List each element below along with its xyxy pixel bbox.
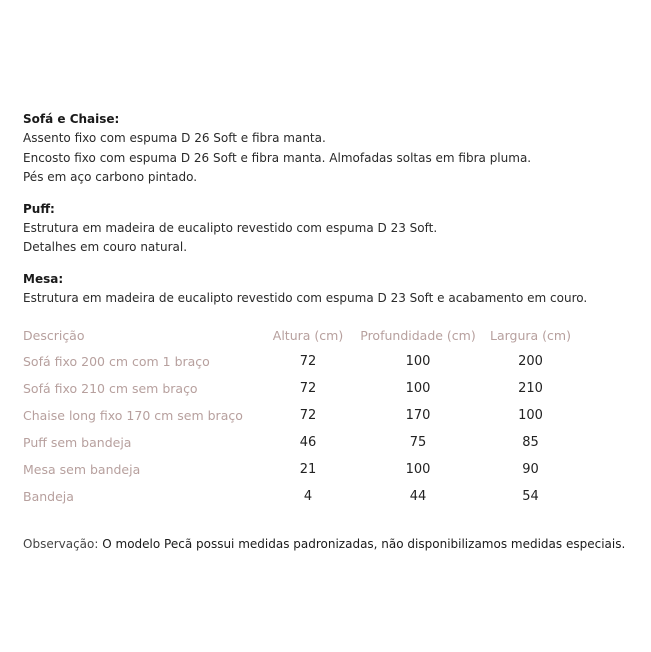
row-height: 72 xyxy=(299,354,317,369)
section-sofa-chaise xyxy=(23,110,633,188)
row-description: Bandeja xyxy=(23,489,74,504)
section-line: Pés em aço carbono pintado. xyxy=(23,170,198,184)
row-width: 85 xyxy=(522,435,539,450)
row-height: 72 xyxy=(299,381,317,396)
observation-label: Observação: xyxy=(23,537,99,551)
row-depth: 75 xyxy=(409,435,427,450)
column-header-description: Descrição xyxy=(23,327,85,343)
column-header-width: Largura (cm) xyxy=(490,327,571,343)
row-width: 200 xyxy=(518,354,543,369)
row-depth: 100 xyxy=(405,381,431,396)
row-width: 54 xyxy=(522,489,539,504)
row-depth: 44 xyxy=(409,489,427,504)
section-title: Puff: xyxy=(23,201,55,216)
observation-text: O modelo Pecã possui medidas padronizadas, não disponibilizamos medidas especiais. xyxy=(102,537,626,551)
section-line: Encosto fixo com espuma D 26 Soft e fibra manta. Almofadas soltas em fibra pluma. xyxy=(23,150,532,165)
table-row xyxy=(23,483,578,510)
table-row xyxy=(23,348,578,375)
row-height: 46 xyxy=(299,435,317,450)
section-line: Estrutura em madeira de eucalipto revestido com espuma D 23 Soft. xyxy=(23,220,438,235)
column-header-depth: Profundidade (cm) xyxy=(360,327,476,343)
table-row xyxy=(23,375,578,402)
section-line: Estrutura em madeira de eucalipto revestido com espuma D 23 Soft e acabamento em couro. xyxy=(23,290,588,305)
row-depth: 100 xyxy=(405,354,431,369)
row-width: 90 xyxy=(522,462,539,477)
row-height: 4 xyxy=(303,489,313,504)
row-height: 21 xyxy=(299,462,317,477)
row-description: Puff sem bandeja xyxy=(23,435,132,450)
dimensions-table xyxy=(23,322,578,510)
row-width: 210 xyxy=(518,381,543,396)
row-depth: 100 xyxy=(405,462,431,477)
row-description: Mesa sem bandeja xyxy=(23,462,141,477)
row-height: 72 xyxy=(299,408,317,423)
row-depth: 170 xyxy=(405,408,431,423)
table-row xyxy=(23,429,578,456)
column-header-height: Altura (cm) xyxy=(272,327,344,343)
row-description: Sofá fixo 210 cm sem braço xyxy=(23,381,198,396)
section-mesa xyxy=(23,270,633,309)
observation-note xyxy=(23,537,625,551)
table-row xyxy=(23,456,578,483)
row-width: 100 xyxy=(518,408,543,423)
section-puff xyxy=(23,200,633,258)
table-header-row xyxy=(23,322,578,348)
row-description: Chaise long fixo 170 cm sem braço xyxy=(23,408,243,423)
section-title: Sofá e Chaise: xyxy=(23,112,120,126)
table-row xyxy=(23,402,578,429)
row-description: Sofá fixo 200 cm com 1 braço xyxy=(23,354,210,369)
product-specs xyxy=(23,110,633,510)
section-line: Detalhes em couro natural. xyxy=(23,240,188,254)
section-title: Mesa: xyxy=(23,271,64,286)
section-line: Assento fixo com espuma D 26 Soft e fibra manta. xyxy=(23,131,326,145)
